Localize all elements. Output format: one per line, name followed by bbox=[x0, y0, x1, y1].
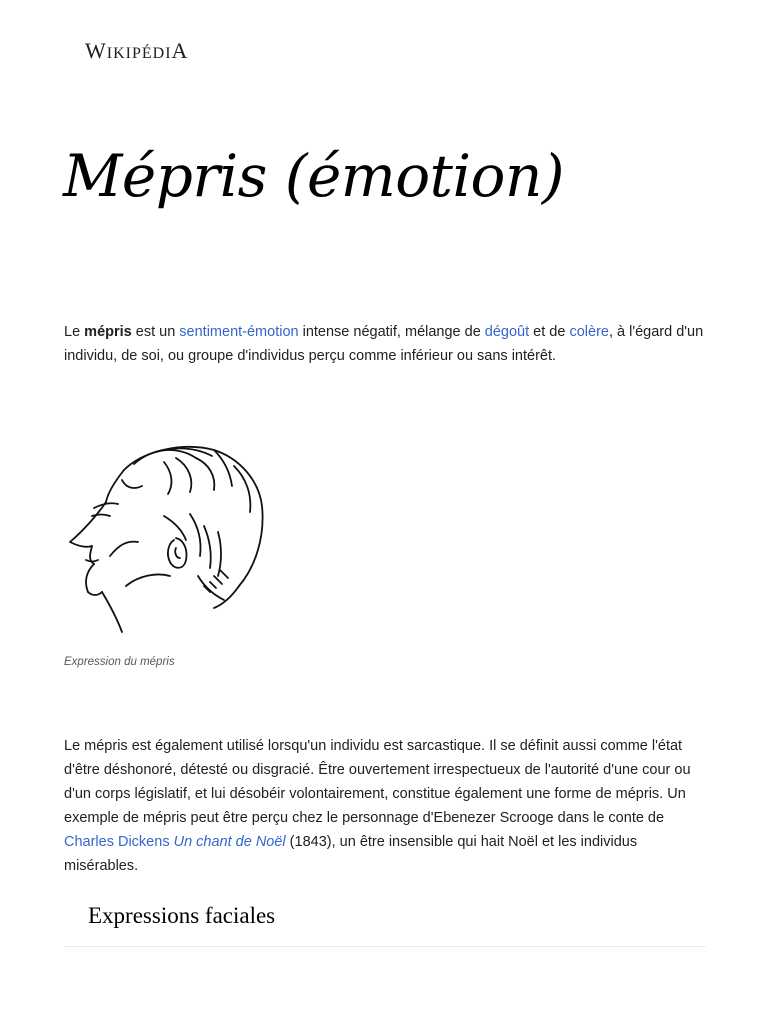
intro-bold-term: mépris bbox=[84, 324, 132, 340]
body-text-1: Le mépris est également utilisé lorsqu'un individu est sarcastique. Il se définit aussi comme l'état d'être déshonoré, détesté ou disgracié. Être ouvertement irrespectueux de l'autorité d'une cour ou d'un corps législatif, et lui désobéir volontairement, constitue également une forme de mépris. Un exemple de mépris peut être perçu chez le personnage d'Ebenezer Scrooge dans le conte de bbox=[64, 738, 691, 826]
logo-letters: IKIPÉDI bbox=[106, 45, 172, 62]
intro-text-3: intense négatif, mélange de bbox=[298, 324, 485, 340]
section-divider bbox=[64, 946, 706, 947]
link-degout[interactable]: dégoût bbox=[484, 324, 530, 340]
link-un-chant-de-noel-text: Un chant de Noël bbox=[173, 834, 286, 850]
body-paragraph bbox=[64, 734, 712, 878]
intro-paragraph bbox=[64, 320, 712, 368]
intro-text-4: et de bbox=[529, 324, 570, 340]
section-heading-expressions[interactable]: Expressions faciales bbox=[88, 903, 276, 928]
contempt-illustration[interactable] bbox=[64, 436, 274, 636]
intro-text-5: , à l'égard d'un individu, de soi, ou groupe d'individus perçu comme inférieur ou sans intérêt. bbox=[64, 324, 704, 364]
link-charles-dickens[interactable]: Charles Dickens bbox=[64, 834, 170, 850]
link-sentiment-emotion[interactable]: sentiment-émotion bbox=[179, 324, 299, 340]
profile-sketch-image bbox=[64, 436, 274, 636]
intro-text-2: est un bbox=[131, 324, 180, 340]
body-text-2: (1843), un être insensible qui hait Noël et les individus misérables. bbox=[64, 834, 638, 874]
link-colere[interactable]: colère bbox=[569, 324, 609, 340]
figure-caption: Expression du mépris bbox=[64, 656, 175, 668]
wikipedia-logo[interactable] bbox=[85, 38, 188, 64]
page-title: Mépris (émotion) bbox=[63, 142, 564, 210]
link-un-chant-de-noel[interactable] bbox=[174, 834, 286, 850]
intro-text-1: Le bbox=[64, 324, 85, 340]
logo-letter-w: W bbox=[85, 38, 107, 63]
logo-letter-a: A bbox=[171, 38, 189, 63]
